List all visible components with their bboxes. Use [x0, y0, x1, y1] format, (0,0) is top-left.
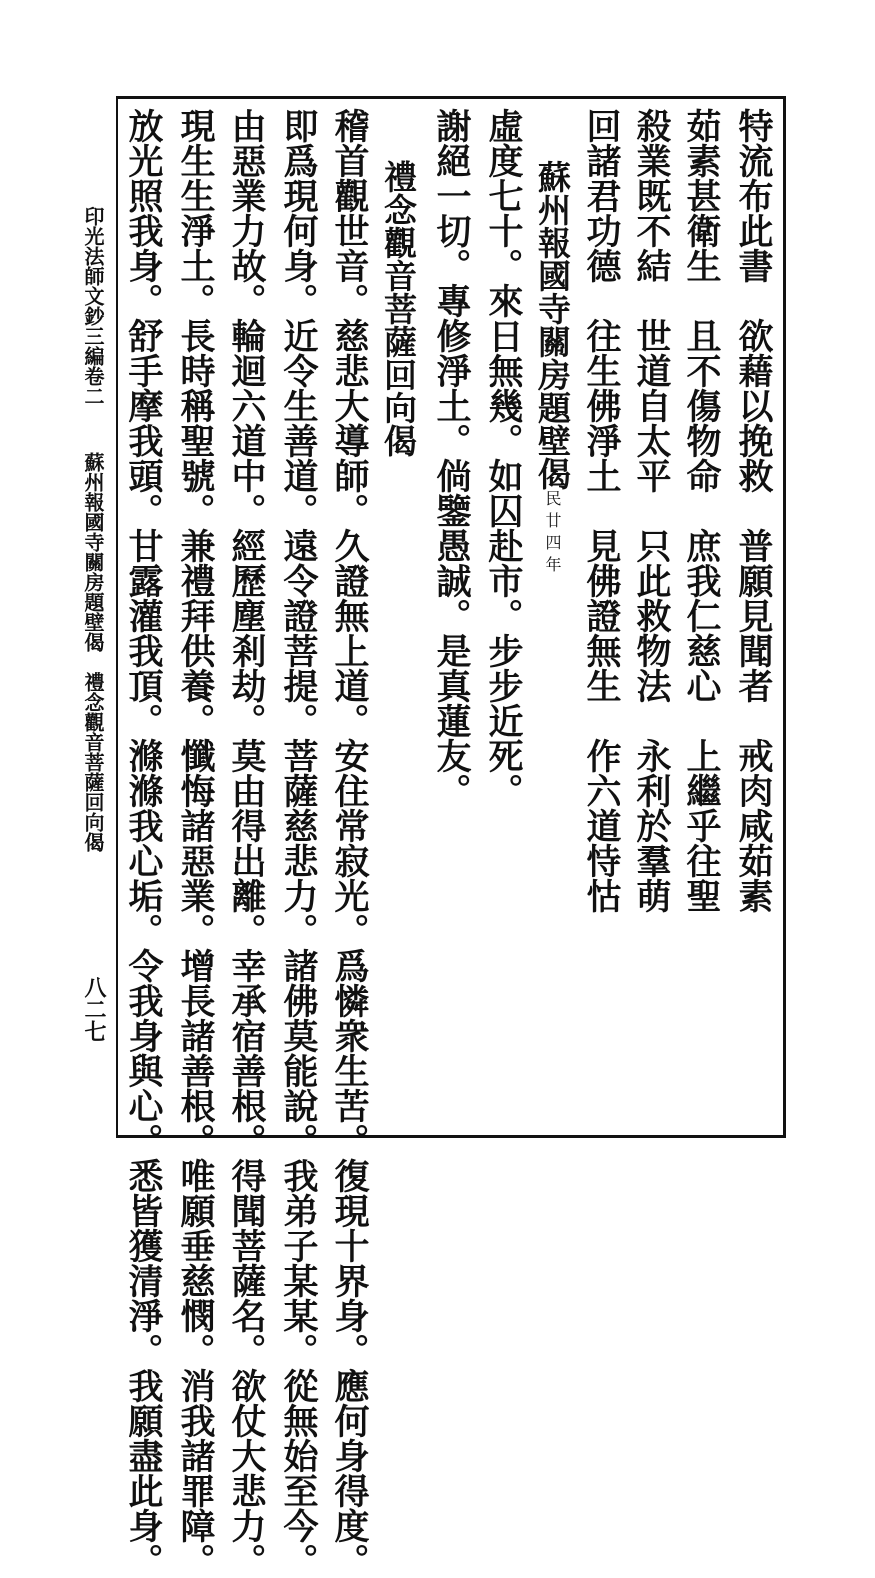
text-column-6: 虛度七十。來日無幾。如囚赴市。步步近死。	[483, 108, 524, 808]
poem-title-1-date-note: 民廿四年	[543, 490, 562, 578]
text-column-12: 現生生淨土。長時稱聖號。兼禮拜供養。懺悔諸惡業。增長諸善根。唯願垂慈憫。消我諸罪障。	[175, 108, 216, 1578]
text-column-10: 即爲現何身。近令生善道。遠令證菩提。菩薩慈悲力。諸佛莫能說。我弟子某某。從無始至今。	[278, 108, 319, 1578]
text-column-4: 回諸君功德 往生佛淨土 見佛證無生 作六道恃怙	[581, 108, 622, 913]
margin-page-number: 八二七	[81, 976, 107, 1042]
text-column-9: 稽首觀世音。慈悲大導師。久證無上道。安住常寂光。爲憐衆生苦。復現十界身。應何身得度。	[329, 108, 370, 1578]
text-column-13: 放光照我身。舒手摩我頭。甘露灌我頂。滌滌我心垢。令我身與心。悉皆獲清淨。我願盡此身。	[123, 108, 164, 1578]
text-column-1: 特流布此書 欲藉以挽救 普願見聞者 戒肉咸茹素	[733, 108, 774, 913]
poem-title-1-text: 蘇州報國寺關房題壁偈	[533, 160, 572, 490]
frame-left-rule	[116, 96, 118, 1138]
text-column-2: 茹素甚衛生 且不傷物命 庶我仁慈心 上繼乎往聖	[681, 108, 722, 913]
margin-book-title: 印光法師文鈔三編卷二	[81, 206, 105, 406]
poem-title-1	[533, 160, 572, 578]
poem-title-2: 禮念觀音菩薩回向偈	[379, 160, 418, 457]
text-column-7: 謝絕一切。專修淨土。倘鑒愚誠。是真蓮友。	[431, 108, 472, 808]
text-column-11: 由惡業力故。輪迴六道中。經歷塵剎劫。莫由得出離。幸承宿善根。得聞菩薩名。欲仗大悲力。	[226, 108, 267, 1578]
text-column-3: 殺業既不結 世道自太平 只此救物法 永利於羣萌	[631, 108, 672, 913]
margin-section-titles: 蘇州報國寺關房題壁偈 禮念觀音菩薩回向偈	[81, 452, 105, 852]
